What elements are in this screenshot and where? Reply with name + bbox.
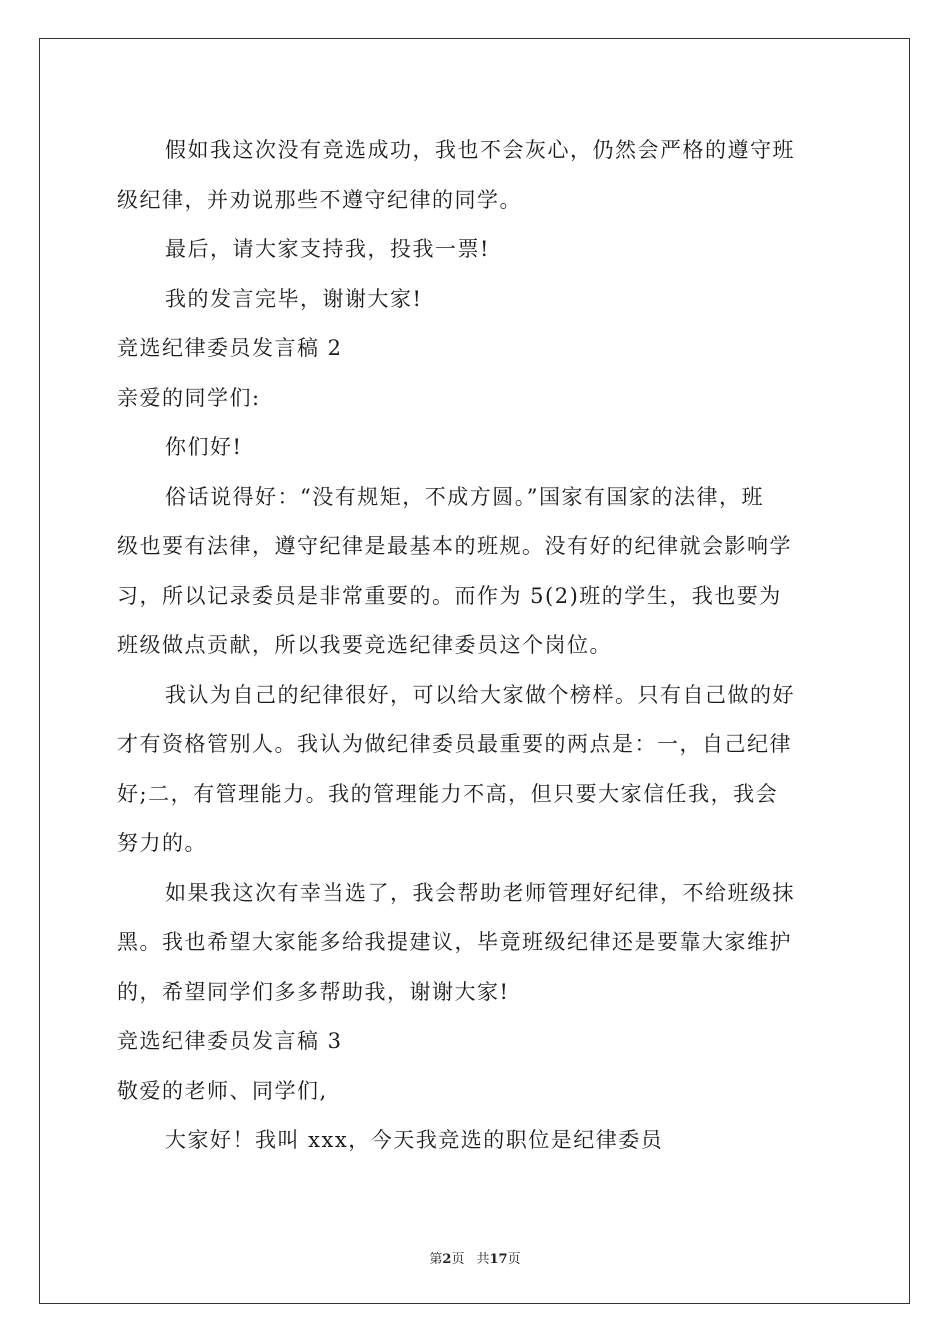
total-suffix: 页	[507, 1252, 521, 1267]
paragraph-line: 努力的。	[117, 831, 207, 855]
paragraph-line: 的，希望同学们多多帮助我，谢谢大家!	[117, 979, 510, 1004]
paragraph-line: 最后，请大家支持我，投我一票!	[165, 237, 490, 261]
paragraph-line: 大家好！我叫 xxx，今天我竞选的职位是纪律委员	[165, 1128, 664, 1152]
section-heading-line: 竞选纪律委员发言稿 3	[117, 1029, 343, 1053]
paragraph-line: 黑。我也希望大家能多给我提建议，毕竟班级纪律还是要靠大家维护	[117, 930, 792, 954]
section-heading-line: 竞选纪律委员发言稿 2	[117, 336, 343, 360]
page-suffix: 页	[451, 1252, 465, 1267]
paragraph-line: 如果我这次有幸当选了，我会帮助老师管理好纪律，不给班级抹	[165, 880, 795, 905]
document-blocks	[117, 126, 835, 1166]
page-number: 2	[442, 1252, 452, 1267]
paragraph-line: 敬爱的老师、同学们,	[117, 1078, 328, 1103]
paragraph-line: 级纪律，并劝说那些不遵守纪律的同学。	[117, 187, 522, 212]
paragraph-line: 才有资格管别人。我认为做纪律委员最重要的两点是：一，自己纪律	[117, 732, 792, 756]
paragraph-line: 我认为自己的纪律很好，可以给大家做个榜样。只有自己做的好	[165, 682, 795, 707]
paragraph-line: 好;二，有管理能力。我的管理能力不高，但只要大家信任我，我会	[117, 781, 779, 806]
paragraph-line: 班级做点贡献，所以我要竞选纪律委员这个岗位。	[117, 633, 612, 657]
paragraph-line: 你们好!	[165, 435, 243, 459]
paragraph-line: 习，所以记录委员是非常重要的。而作为 5(2)班的学生，我也要为	[117, 583, 782, 608]
paragraph-line: 级也要有法律，遵守纪律是最基本的班规。没有好的纪律就会影响学	[117, 534, 792, 558]
paragraph-line: 亲爱的同学们:	[117, 385, 261, 410]
total-prefix: 共	[476, 1252, 490, 1267]
paragraph-line: 我的发言完毕，谢谢大家!	[165, 286, 423, 311]
document-body	[117, 126, 835, 1166]
page-footer	[0, 1248, 950, 1267]
paragraph-line: 俗话说得好：“没有规矩，不成方圆。”国家有国家的法律，班	[165, 484, 764, 509]
paragraph-line: 假如我这次没有竞选成功，我也不会灰心，仍然会严格的遵守班	[165, 138, 795, 162]
total-pages: 17	[489, 1252, 508, 1267]
page-prefix: 第	[429, 1252, 443, 1267]
